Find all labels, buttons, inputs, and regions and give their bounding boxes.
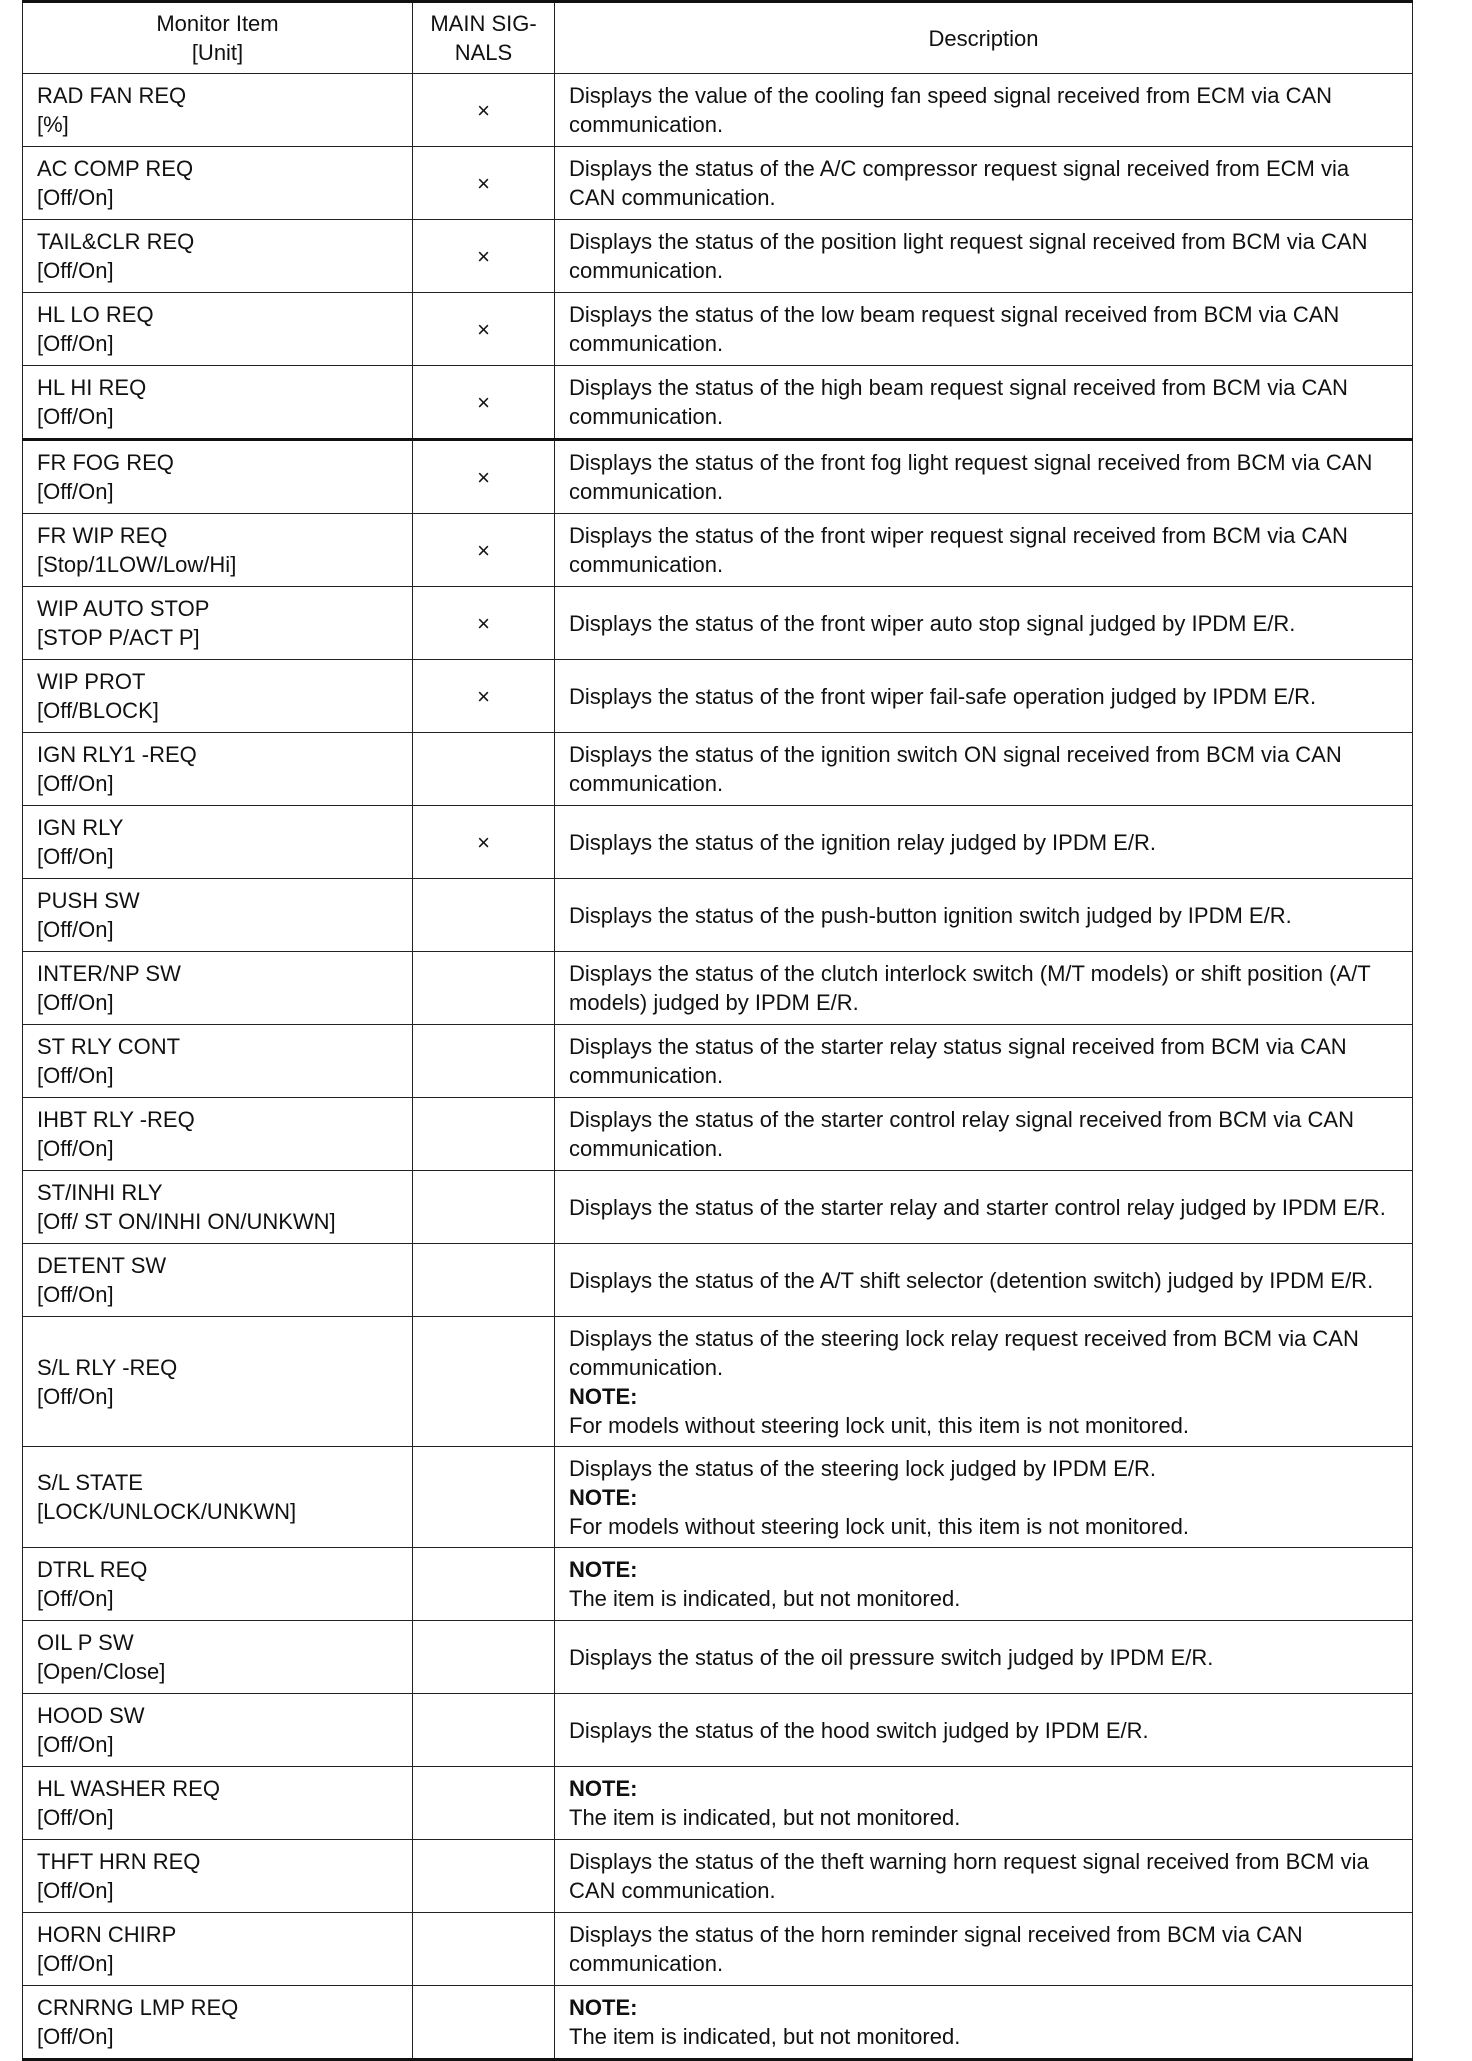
monitor-item-name: TAIL&CLR REQ [37,229,195,254]
description-text: Displays the status of the low beam request signal received from BCM via CAN communication. [569,302,1340,356]
monitor-item-unit: [Off/On] [37,404,114,429]
description-cell [555,1244,1413,1317]
description-cell [555,74,1413,147]
description-text: Displays the status of the front wiper fail-safe operation judged by IPDM E/R. [569,683,1317,709]
main-signal-mark [413,1098,555,1171]
table-row [23,74,1413,147]
monitor-item-name: FR FOG REQ [37,450,174,475]
description-text: Displays the status of the hood switch judged by IPDM E/R. [569,1717,1149,1743]
monitor-item-cell [23,440,413,514]
monitor-item-unit: [Off/On] [37,917,114,942]
monitor-item-cell [23,1840,413,1913]
table-row [23,514,1413,587]
monitor-item-unit: [Off/On] [37,185,114,210]
main-signal-mark: × [413,74,555,147]
header-unit-label: [Unit] [191,40,244,65]
monitor-item-name: THFT HRN REQ [37,1849,201,1874]
note-text: The item is indicated, but not monitored. [569,1805,961,1830]
monitor-item-name: OIL P SW [37,1630,134,1655]
header-main-signals-line1: MAIN SIG- [430,11,537,36]
monitor-item-cell [23,1767,413,1840]
monitor-item-unit: [Off/On] [37,844,114,869]
description-cell [555,1447,1413,1548]
main-signal-mark [413,952,555,1025]
main-signal-mark [413,1767,555,1840]
main-signal-mark [413,1244,555,1317]
monitor-item-name: S/L RLY -REQ [37,1354,178,1380]
table-row [23,1986,1413,2060]
monitor-item-cell [23,1548,413,1621]
description-text: Displays the status of the position light request signal received from BCM via CAN communication. [569,229,1368,283]
main-signal-mark [413,733,555,806]
description-cell [555,733,1413,806]
description-text: Displays the status of the starter control relay signal received from BCM via CAN communication. [569,1107,1354,1161]
description-cell [555,806,1413,879]
monitor-item-name: HL HI REQ [37,375,147,400]
description-text: Displays the value of the cooling fan speed signal received from ECM via CAN communication. [569,83,1333,137]
header-main-signals-line2: NALS [454,40,513,65]
description-cell [555,147,1413,220]
description-cell [555,952,1413,1025]
table-header-row [23,2,1413,74]
main-signal-mark: × [413,366,555,440]
description-cell [555,1621,1413,1694]
table-row [23,440,1413,514]
description-cell [555,1548,1413,1621]
monitor-item-name: WIP PROT [37,669,146,694]
description-text: Displays the status of the clutch interlock switch (M/T models) or shift position (A/T models) judged by IPDM E/R. [569,961,1371,1015]
description-text: Displays the status of the steering lock relay request received from BCM via CAN communication. [569,1325,1359,1380]
description-cell [555,440,1413,514]
header-monitor-item [23,2,413,74]
monitor-item-unit: [Off/On] [37,771,114,796]
description-text: Displays the status of the ignition switch ON signal received from BCM via CAN communication. [569,742,1342,796]
monitor-item-cell [23,293,413,366]
monitor-item-name: WIP AUTO STOP [37,596,210,621]
note-text: The item is indicated, but not monitored. [569,1586,961,1611]
header-monitor-item-label: Monitor Item [156,11,279,36]
monitor-item-unit: [Open/Close] [37,1659,166,1684]
main-signal-mark [413,1621,555,1694]
monitor-item-unit: [Off/On] [37,1805,114,1830]
description-text: Displays the status of the ignition relay judged by IPDM E/R. [569,829,1156,855]
monitor-item-cell [23,220,413,293]
table-row [23,1171,1413,1244]
monitor-item-sheet [22,0,1413,2061]
monitor-item-cell [23,1913,413,1986]
description-cell [555,587,1413,660]
table-row [23,806,1413,879]
monitor-item-name: S/L STATE [37,1470,143,1495]
note-label: NOTE: [569,1484,638,1510]
monitor-item-name: INTER/NP SW [37,961,181,986]
table-row [23,366,1413,440]
table-row [23,1025,1413,1098]
description-text: Displays the status of the steering lock judged by IPDM E/R. [569,1455,1156,1481]
monitor-item-name: RAD FAN REQ [37,83,187,108]
description-text: Displays the status of the front fog light request signal received from BCM via CAN communication. [569,450,1373,504]
main-signal-mark [413,1913,555,1986]
monitor-item-unit: [STOP P/ACT P] [37,625,200,650]
description-cell [555,1025,1413,1098]
monitor-item-unit: [Off/On] [37,1383,114,1409]
monitor-item-unit: [Off/On] [37,990,114,1015]
table-row [23,1317,1413,1447]
description-text: Displays the status of the horn reminder signal received from BCM via CAN communication. [569,1922,1303,1976]
description-cell [555,514,1413,587]
description-cell [555,660,1413,733]
description-cell [555,1694,1413,1767]
monitor-item-name: DETENT SW [37,1253,167,1278]
description-text: Displays the status of the oil pressure switch judged by IPDM E/R. [569,1644,1214,1670]
monitor-item-name: PUSH SW [37,888,140,913]
monitor-item-cell [23,1244,413,1317]
main-signal-mark: × [413,587,555,660]
monitor-item-table [22,0,1413,2061]
header-description: Description [555,2,1413,74]
monitor-item-unit: [Off/On] [37,1136,114,1161]
main-signal-mark [413,1025,555,1098]
description-cell [555,366,1413,440]
table-body [23,74,1413,2060]
monitor-item-unit: [Off/On] [37,1282,114,1307]
table-row [23,1840,1413,1913]
table-row [23,1621,1413,1694]
monitor-item-name: HL WASHER REQ [37,1776,220,1801]
monitor-item-name: DTRL REQ [37,1557,148,1582]
monitor-item-unit: [Off/On] [37,1586,114,1611]
main-signal-mark [413,1694,555,1767]
monitor-item-name: ST/INHI RLY [37,1180,163,1205]
monitor-item-cell [23,1621,413,1694]
description-cell [555,1098,1413,1171]
monitor-item-cell [23,660,413,733]
monitor-item-unit: [Off/BLOCK] [37,698,159,723]
main-signal-mark [413,1447,555,1548]
table-row [23,1694,1413,1767]
description-text: Displays the status of the theft warning horn request signal received from BCM via CAN communication. [569,1849,1369,1903]
header-main-signals [413,2,555,74]
main-signal-mark [413,879,555,952]
monitor-item-name: FR WIP REQ [37,523,168,548]
main-signal-mark [413,1840,555,1913]
monitor-item-name: IGN RLY1 -REQ [37,742,197,767]
table-row [23,1913,1413,1986]
monitor-item-cell [23,1025,413,1098]
description-cell [555,1986,1413,2060]
description-text: Displays the status of the high beam request signal received from BCM via CAN communication. [569,375,1348,429]
main-signal-mark: × [413,660,555,733]
table-row [23,660,1413,733]
main-signal-mark: × [413,514,555,587]
table-row [23,1244,1413,1317]
monitor-item-unit: [Off/On] [37,1878,114,1903]
monitor-item-unit: [Off/On] [37,1951,114,1976]
table-row [23,1767,1413,1840]
table-row [23,220,1413,293]
monitor-item-unit: [LOCK/UNLOCK/UNKWN] [37,1499,297,1524]
description-cell [555,293,1413,366]
table-row [23,1548,1413,1621]
monitor-item-name: ST RLY CONT [37,1034,181,1059]
main-signal-mark [413,1171,555,1244]
monitor-item-name: AC COMP REQ [37,156,194,181]
monitor-item-cell [23,733,413,806]
table-row [23,1098,1413,1171]
monitor-item-cell [23,1986,413,2060]
description-text: Displays the status of the push-button ignition switch judged by IPDM E/R. [569,902,1292,928]
monitor-item-unit: [Stop/1LOW/Low/Hi] [37,552,237,577]
table-row [23,952,1413,1025]
monitor-item-cell [23,1317,413,1447]
description-cell [555,879,1413,952]
monitor-item-cell [23,366,413,440]
monitor-item-name: HORN CHIRP [37,1922,177,1947]
main-signal-mark [413,1986,555,2060]
monitor-item-name: IGN RLY [37,815,124,840]
monitor-item-cell [23,587,413,660]
monitor-item-unit: [Off/On] [37,258,114,283]
description-cell [555,1840,1413,1913]
main-signal-mark: × [413,147,555,220]
monitor-item-name: HL LO REQ [37,302,154,327]
monitor-item-unit: [Off/On] [37,1063,114,1088]
main-signal-mark: × [413,806,555,879]
table-row [23,733,1413,806]
monitor-item-cell [23,1098,413,1171]
description-cell [555,1317,1413,1447]
main-signal-mark: × [413,293,555,366]
monitor-item-cell [23,952,413,1025]
note-label: NOTE: [569,1776,638,1801]
monitor-item-name: CRNRNG LMP REQ [37,1995,239,2020]
monitor-item-cell [23,1694,413,1767]
monitor-item-unit: [Off/On] [37,2024,114,2049]
note-label: NOTE: [569,1995,638,2020]
monitor-item-unit: [Off/ ST ON/INHI ON/UNKWN] [37,1209,336,1234]
description-text: Displays the status of the starter relay and starter control relay judged by IPDM E/R. [569,1194,1386,1220]
table-row [23,1447,1413,1548]
monitor-item-cell [23,806,413,879]
monitor-item-name: IHBT RLY -REQ [37,1107,195,1132]
monitor-item-cell [23,74,413,147]
note-label: NOTE: [569,1383,638,1409]
monitor-item-cell [23,879,413,952]
description-text: Displays the status of the A/T shift selector (detention switch) judged by IPDM E/R. [569,1267,1374,1293]
monitor-item-unit: [Off/On] [37,1732,114,1757]
note-text: The item is indicated, but not monitored. [569,2024,961,2049]
note-label: NOTE: [569,1557,638,1582]
main-signal-mark: × [413,440,555,514]
description-text: Displays the status of the front wiper auto stop signal judged by IPDM E/R. [569,610,1296,636]
main-signal-mark [413,1317,555,1447]
monitor-item-cell [23,1447,413,1548]
description-text: Displays the status of the front wiper request signal received from BCM via CAN communication. [569,523,1348,577]
description-cell [555,1767,1413,1840]
table-row [23,293,1413,366]
monitor-item-unit: [Off/On] [37,479,114,504]
description-text: Displays the status of the A/C compressor request signal received from ECM via CAN communication. [569,156,1350,210]
description-cell [555,1171,1413,1244]
table-row [23,879,1413,952]
note-text: For models without steering lock unit, this item is not monitored. [569,1412,1189,1438]
main-signal-mark: × [413,220,555,293]
monitor-item-name: HOOD SW [37,1703,145,1728]
note-text: For models without steering lock unit, this item is not monitored. [569,1513,1189,1539]
description-text: Displays the status of the starter relay status signal received from BCM via CAN communication. [569,1034,1347,1088]
description-cell [555,220,1413,293]
table-row [23,147,1413,220]
monitor-item-unit: [Off/On] [37,331,114,356]
description-cell [555,1913,1413,1986]
monitor-item-cell [23,1171,413,1244]
monitor-item-unit: [%] [37,112,69,137]
main-signal-mark [413,1548,555,1621]
monitor-item-cell [23,514,413,587]
table-row [23,587,1413,660]
monitor-item-cell [23,147,413,220]
